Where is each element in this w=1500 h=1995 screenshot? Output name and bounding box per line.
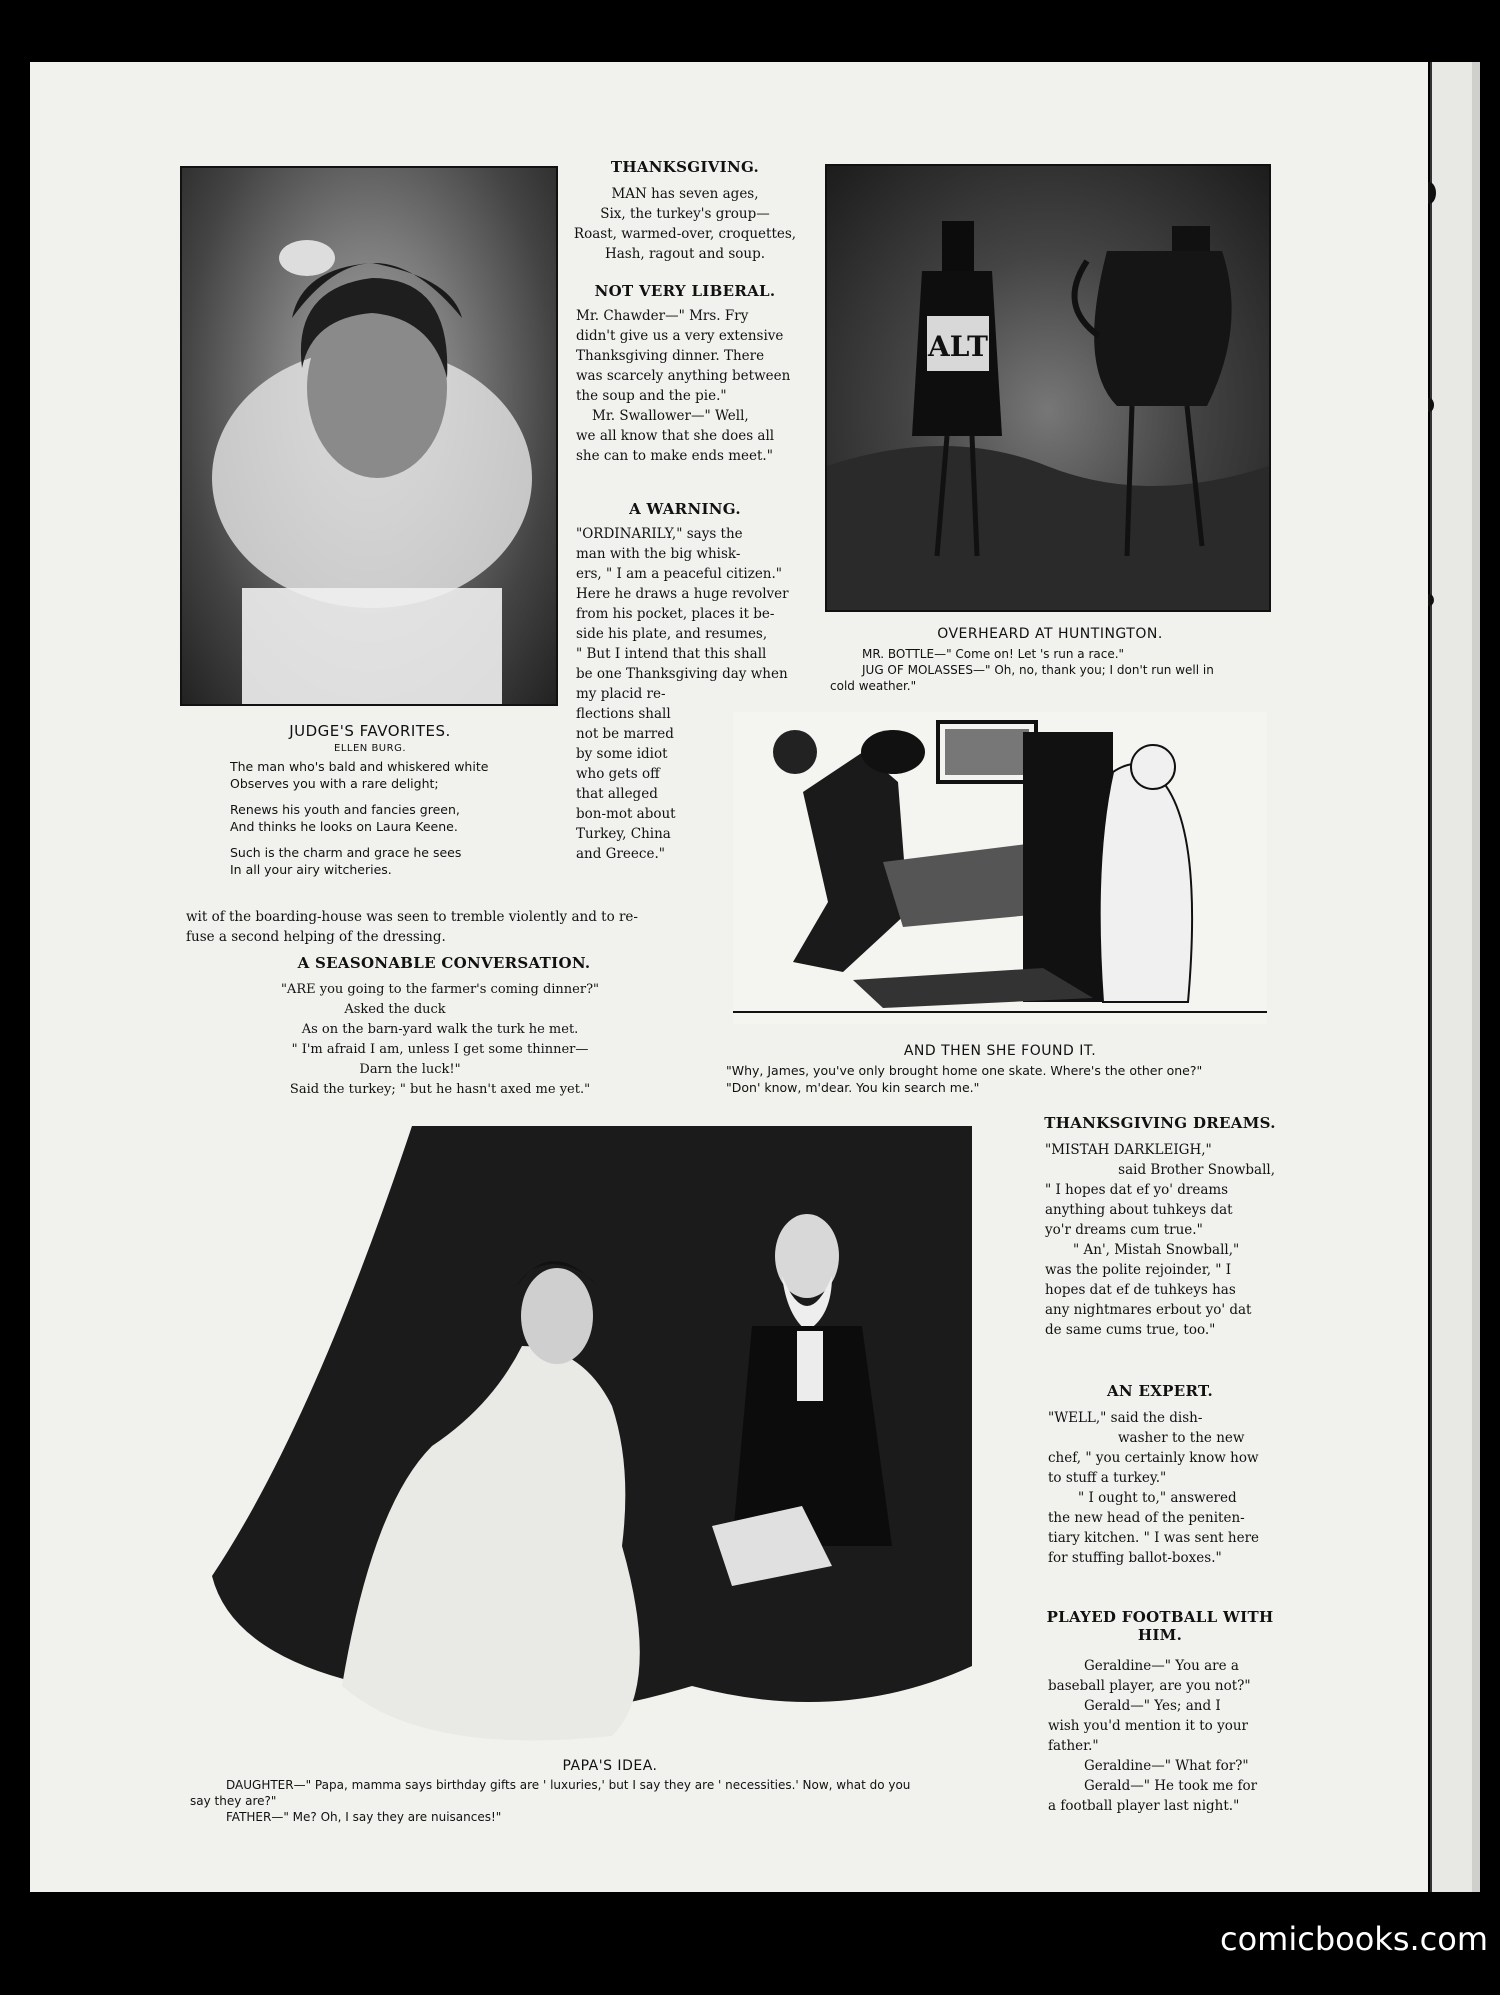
text-line: side his plate, and resumes,: [576, 626, 768, 642]
papas-idea-caption: PAPA'S IDEA.: [562, 1758, 658, 1774]
text-line: my placid re-: [576, 686, 666, 702]
text-line: Geraldine—" What for?": [1084, 1758, 1249, 1774]
dreams-title: THANKSGIVING DREAMS.: [1044, 1114, 1276, 1132]
found-it-dialogue: [726, 1062, 1286, 1096]
poem-line: Observes you with a rare delight;: [230, 776, 439, 791]
text-line: "MISTAH DARKLEIGH,": [1045, 1142, 1212, 1158]
text-line: "ORDINARILY," says the: [576, 526, 743, 542]
portrait-photo: [180, 166, 558, 706]
text-line: Thanksgiving dinner. There: [576, 348, 765, 364]
football-title: [1040, 1608, 1280, 1644]
text-line: flections shall: [576, 706, 671, 722]
text-line: Geraldine—" You are a: [1084, 1658, 1239, 1674]
dialogue-line: MR. BOTTLE—" Come on! Let 's run a race.": [862, 647, 1125, 661]
papas-idea-dialogue: [190, 1777, 1040, 1825]
poem-line: MAN has seven ages,: [611, 186, 759, 202]
portrait-caption: JUDGE'S FAVORITES.: [289, 722, 451, 740]
text-line: Mr. Chawder—" Mrs. Fry: [576, 308, 749, 324]
huntington-dialogue: [830, 646, 1270, 694]
poem-line: As on the barn-yard walk the turk he met.: [301, 1022, 579, 1037]
huntington-caption: OVERHEARD AT HUNTINGTON.: [937, 626, 1163, 642]
text-line: any nightmares erbout yo' dat: [1045, 1302, 1252, 1318]
text-line: washer to the new: [1118, 1430, 1245, 1446]
text-line: " But I intend that this shall: [576, 646, 767, 662]
text-line: was scarcely anything between: [576, 368, 791, 384]
text-line: " I hopes dat ef yo' dreams: [1045, 1182, 1229, 1198]
dreams-text: [1045, 1140, 1275, 1340]
text-line: to stuff a turkey.": [1048, 1470, 1167, 1486]
text-line: tiary kitchen. " I was sent here: [1048, 1530, 1260, 1546]
text-line: for stuffing ballot-boxes.": [1048, 1550, 1222, 1566]
bottle-jug-drawing: [827, 166, 1269, 610]
football-title-line: PLAYED FOOTBALL WITH: [1046, 1608, 1274, 1626]
found-it-cartoon: [733, 712, 1267, 1024]
text-line: the new head of the peniten-: [1048, 1510, 1245, 1526]
text-line: the soup and the pie.": [576, 388, 727, 404]
page-edge: [1430, 62, 1474, 1892]
text-line: chef, " you certainly know how: [1048, 1450, 1259, 1466]
text-line: was the polite rejoinder, " I: [1045, 1262, 1232, 1278]
text-line: by some idiot: [576, 746, 668, 762]
poem-line: And thinks he looks on Laura Keene.: [230, 819, 458, 834]
page-edge-shadow: [1472, 62, 1480, 1892]
text-line: and Greece.": [576, 846, 665, 862]
text-line: Mr. Swallower—" Well,: [592, 408, 749, 424]
poem-line: Said the turkey; " but he hasn't axed me yet.": [289, 1082, 591, 1097]
text-line: Gerald—" He took me for: [1084, 1778, 1258, 1794]
football-text: [1048, 1656, 1278, 1816]
text-line: a football player last night.": [1048, 1798, 1240, 1814]
dialogue-line: cold weather.": [830, 679, 917, 693]
not-liberal-title: NOT VERY LIBERAL.: [594, 282, 776, 300]
text-line: Here he draws a huge revolver: [576, 586, 789, 602]
portrait-illustration: [182, 168, 556, 704]
poem-line: In all your airy witcheries.: [230, 862, 392, 877]
text-line: not be marred: [576, 726, 674, 742]
bottle-label-text: ALT: [928, 330, 988, 363]
text-line: she can to make ends meet.": [576, 448, 773, 464]
text-line: said Brother Snowball,: [1118, 1162, 1275, 1178]
thanksgiving-title: THANKSGIVING.: [610, 158, 760, 176]
poem-line: "ARE you going to the farmer's coming dinner?": [280, 982, 600, 997]
text-line: "WELL," said the dish-: [1048, 1410, 1203, 1426]
papas-idea-illustration: [192, 1126, 1030, 1756]
text-line: who gets off: [576, 766, 660, 782]
text-line: from his pocket, places it be-: [576, 606, 775, 622]
dialogue-line: FATHER—" Me? Oh, I say they are nuisances!": [226, 1810, 502, 1824]
expert-text: [1048, 1408, 1276, 1568]
text-line: Gerald—" Yes; and I: [1084, 1698, 1221, 1714]
found-it-drawing: [733, 712, 1267, 1024]
text-line: bon-mot about: [576, 806, 676, 822]
text-line: fuse a second helping of the dressing.: [186, 929, 446, 945]
dialogue-line: DAUGHTER—" Papa, mamma says birthday gifts are ' luxuries,' but I say they are ' necessities.' Now, what do you: [226, 1778, 911, 1792]
text-line: wish you'd mention it to your: [1048, 1718, 1249, 1734]
text-line: ers, " I am a peaceful citizen.": [576, 566, 783, 582]
found-it-caption: AND THEN SHE FOUND IT.: [903, 1043, 1097, 1059]
text-line: father.": [1048, 1738, 1099, 1754]
dialogue-line: JUG OF MOLASSES—" Oh, no, thank you; I don't run well in: [862, 663, 1214, 677]
seasonable-poem: [240, 980, 640, 1100]
papas-idea-drawing: [192, 1126, 1030, 1756]
poem-line: " I'm afraid I am, unless I get some thinner—: [291, 1042, 589, 1057]
dialogue-line: say they are?": [190, 1794, 277, 1808]
poem-line: Such is the charm and grace he sees: [230, 845, 462, 860]
text-line: we all know that she does all: [576, 428, 775, 444]
text-line: hopes dat ef de tuhkeys has: [1045, 1282, 1236, 1298]
text-line: " I ought to," answered: [1078, 1490, 1237, 1506]
text-line: man with the big whisk-: [576, 546, 741, 562]
expert-title: AN EXPERT.: [1106, 1382, 1213, 1400]
watermark: comicbooks.com: [1220, 1920, 1489, 1958]
text-line: yo'r dreams cum true.": [1045, 1222, 1203, 1238]
text-line: that alleged: [576, 786, 658, 802]
poem-line: Hash, ragout and soup.: [604, 246, 766, 262]
portrait-author: ELLEN BURG.: [334, 743, 406, 754]
seasonable-title: A SEASONABLE CONVERSATION.: [297, 954, 591, 972]
text-line: didn't give us a very extensive: [576, 328, 784, 344]
text-line: de same cums true, too.": [1045, 1322, 1216, 1338]
poem-line: Roast, warmed-over, croquettes,: [573, 226, 797, 242]
warning-tail: [186, 907, 706, 947]
poem-line: Six, the turkey's group—: [600, 206, 770, 222]
dialogue-line: "Don' know, m'dear. You kin search me.": [726, 1080, 980, 1095]
football-title-line: HIM.: [1137, 1626, 1183, 1644]
text-line: anything about tuhkeys dat: [1045, 1202, 1233, 1218]
text-line: be one Thanksgiving day when: [576, 666, 788, 682]
text-line: " An', Mistah Snowball,": [1073, 1242, 1240, 1258]
thanksgiving-poem: [560, 184, 810, 264]
huntington-illustration: [825, 164, 1271, 612]
poem-line: Darn the luck!": [359, 1062, 461, 1077]
poem-line: Asked the duck: [344, 1002, 446, 1017]
dialogue-line: "Why, James, you've only brought home one skate. Where's the other one?": [726, 1063, 1203, 1078]
text-line: wit of the boarding-house was seen to tremble violently and to re-: [186, 909, 638, 925]
text-line: Turkey, China: [576, 826, 671, 842]
poem-line: The man who's bald and whiskered white: [230, 759, 489, 774]
warning-title: A WARNING.: [629, 500, 741, 518]
poem-line: Renews his youth and fancies green,: [230, 802, 460, 817]
not-liberal-text: [576, 306, 806, 466]
text-line: baseball player, are you not?": [1048, 1678, 1251, 1694]
judges-favorites-poem: [200, 758, 540, 878]
